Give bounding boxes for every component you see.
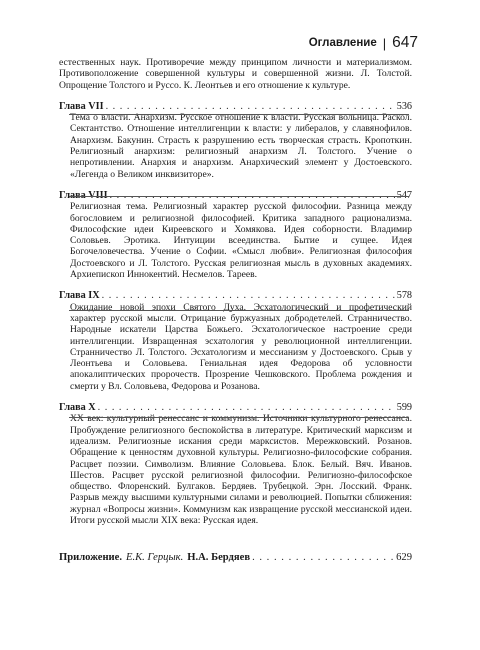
divider-rule xyxy=(69,114,409,115)
divider-rule xyxy=(69,417,409,418)
chapter-label: Глава VIII xyxy=(59,189,108,201)
chapter-page: 599 xyxy=(396,402,412,414)
toc-entry-appendix[interactable] xyxy=(59,552,412,563)
intro-paragraph: естественных наук. Противоречие между принципом личности и материализмом. Противоположение совершенной культуры и совершенной жизни. Л. Толстой. Опрощение Толстого и Руссо. К. Леонтьев и его отношение к культуре. xyxy=(59,57,412,91)
chapter-heading xyxy=(59,290,412,301)
chapter-label: Глава IX xyxy=(59,290,100,302)
dot-leader xyxy=(252,552,394,563)
chapter-summary: Ожидание новой эпохи Святого Духа. Эсхатологический и профетический характер русской мысли. Отрицание буржуазных добродетелей. Странничество. Народные искатели Царства Божьего. Эсхатологическое настроение среди интеллигенции. Извращенная эсхатология у революционной интеллигенции. Странничество Л. Толстого. Эсхатологизм и мессианизм у Достоевского. Срыв у Леонтьева и Соловьева. Гениальная идея Федорова об условности апокалиптических пророчеств. Прозрение Чешковского. Проблема рождения и смерти у Вл. Соловьева, Федорова и Розанова. xyxy=(70,301,412,392)
dot-leader xyxy=(102,290,395,301)
appendix-subject: Н.А. Бердяев xyxy=(187,552,251,563)
toc-entry-chapter-10[interactable] xyxy=(59,402,412,526)
divider-rule xyxy=(69,196,409,197)
chapter-page: 547 xyxy=(396,189,412,201)
chapter-summary: Тема о власти. Анархизм. Русское отношение к власти. Русская вольница. Раскол. Сектантство. Отношение интеллигенции к власти: у либералов, у славянофилов. Анархизм. Бакунин. Страсть к разрушению есть творческая страсть. Кропоткин. Религиозный анархизм: религиозный анархизм Л. Толстого. Учение о непротивлении. Анархия и анархизм. Анархический элемент у Достоевского. «Легенда о Великом инквизиторе». xyxy=(70,112,412,180)
toc-entry-chapter-9[interactable] xyxy=(59,290,412,392)
chapter-heading xyxy=(59,402,412,413)
divider-rule xyxy=(69,310,409,311)
appendix-author: Е.К. Герцык. xyxy=(126,552,184,563)
appendix-page: 629 xyxy=(396,552,412,563)
page-number: 647 xyxy=(392,34,418,51)
running-header xyxy=(309,34,418,52)
chapter-heading xyxy=(59,101,412,112)
chapter-page: 536 xyxy=(396,100,412,112)
chapter-summary: Религиозная тема. Религиозный характер русской философии. Разница между богословием и религиозной философией. Критика западного рационализма. Философские идеи Киреевского и Хомякова. Идея соборности. Владимир Соловьев. Эротика. Интуиции всеединства. Бытие и сущее. Идея Богочеловечества. Учение о Софии. «Смысл любви». Религиозная философия Достоевского и Л. Толстого. Русская религиозная мысль в духовных академиях. Архиепископ Иннокентий. Несмелов. Тареев. xyxy=(70,201,412,281)
chapter-label: Глава VII xyxy=(59,100,104,112)
chapter-page: 578 xyxy=(396,290,412,302)
toc-entry-chapter-8[interactable] xyxy=(59,190,412,280)
chapter-summary: XX век: культурный ренессанс и коммунизм. Источники культурного ренессанса. Пробуждение религиозного беспокойства в литературе. Критический марксизм и идеализм. Религиозные искания среди марксистов. Мережковский. Розанов. Обращение к ценностям духовной культуры. Религиозно-философские собрания. Расцвет поэзии. Символизм. Влияние Соловьева. Блок. Белый. Вяч. Иванов. Шестов. Расцвет русской религиозной философии. Религиозно-философское общество. Флоренский. Булгаков. Бердяев. Трубецкой. Эрн. Лосский. Франк. Разрыв между высшими культурными силами и революцией. Попытки сближения: журнал «Вопросы жизни». Коммунизм как извращение русской мессианской идеи. Итоги русской мысли XIX века: Русская идея. xyxy=(70,413,412,526)
chapter-label: Глава X xyxy=(59,402,96,414)
header-separator: | xyxy=(382,35,387,51)
dot-leader xyxy=(98,402,395,413)
toc-entry-chapter-7[interactable] xyxy=(59,101,412,180)
toc-content xyxy=(59,57,412,526)
section-title: Оглавление xyxy=(308,37,377,49)
dot-leader xyxy=(106,101,395,112)
appendix-label: Приложение. xyxy=(59,552,123,563)
